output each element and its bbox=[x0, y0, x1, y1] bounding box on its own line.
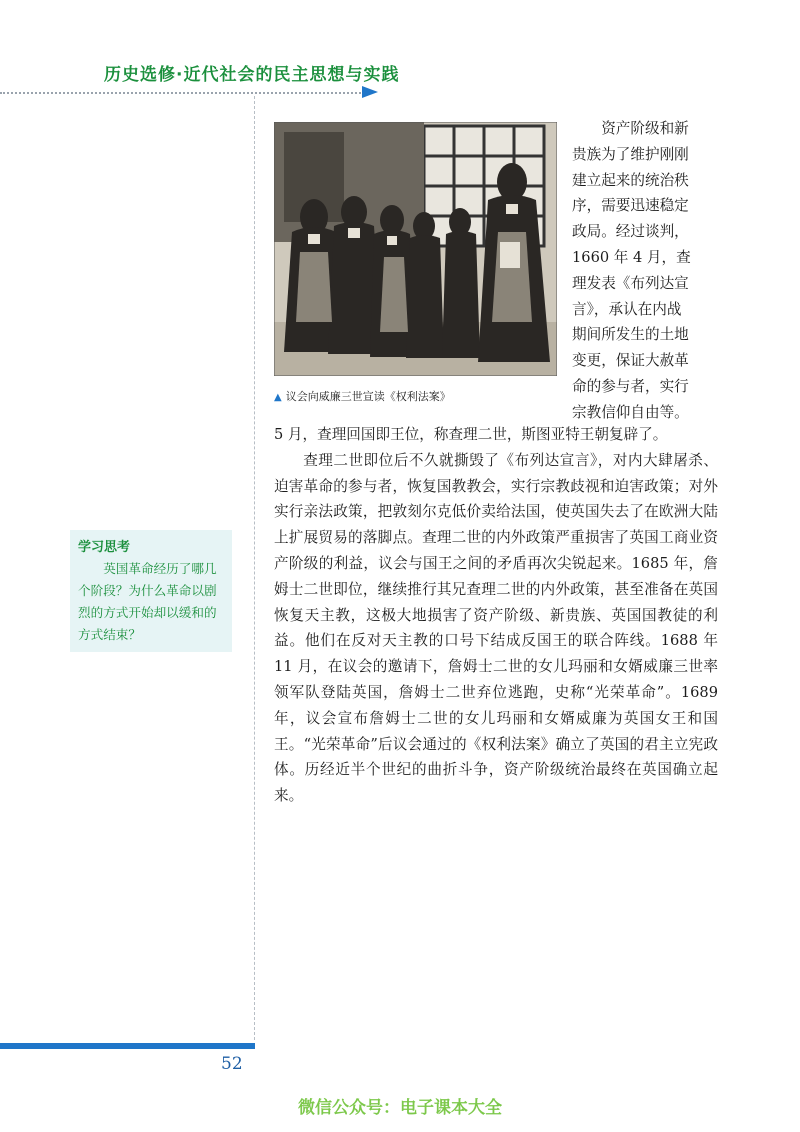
side-line: 建立起来的统治秩 bbox=[572, 171, 689, 189]
header-arrow-icon bbox=[362, 86, 378, 98]
side-line: 理发表《布列达宣 bbox=[572, 274, 689, 292]
side-line: 贵族为了维护刚刚 bbox=[572, 145, 689, 163]
page-number: 52 bbox=[221, 1054, 243, 1074]
side-line: 变更，保证大赦革 bbox=[572, 352, 689, 370]
main-body-text bbox=[274, 422, 718, 809]
side-line: 宗教信仰自由等。 bbox=[572, 403, 689, 421]
study-think-box bbox=[70, 530, 232, 652]
figure-caption-text: 议会向威廉三世宣读《权利法案》 bbox=[285, 390, 451, 403]
side-line: 期间所发生的土地 bbox=[572, 326, 689, 344]
think-box-question: 英国革命经历了哪几个阶段？为什么革命以剧烈的方式开始却以缓和的方式结束？ bbox=[78, 561, 217, 642]
figure-caption bbox=[274, 388, 451, 404]
think-box-title: 学习思考 bbox=[78, 540, 131, 555]
side-line: 命的参与者，实行 bbox=[572, 377, 689, 395]
side-line: 序，需要迅速稳定 bbox=[572, 197, 689, 215]
caption-triangle-icon: ▲ bbox=[274, 392, 282, 403]
side-paragraph bbox=[572, 116, 718, 426]
running-header-title: 历史选修·近代社会的民主思想与实践 bbox=[104, 65, 400, 85]
side-line: 政局。经过谈判， bbox=[572, 223, 689, 241]
continuation-line: 5 月，查理回国即王位，称查理二世，斯图亚特王朝复辟了。 bbox=[274, 426, 668, 443]
watermark-text: 微信公众号：电子课本大全 bbox=[298, 1098, 502, 1118]
side-line: 言》，承认在内战 bbox=[572, 300, 682, 318]
historical-engraving-image bbox=[274, 122, 557, 376]
side-line: 资产阶级和新 bbox=[601, 120, 689, 137]
margin-divider bbox=[254, 96, 255, 1040]
body-paragraph: 查理二世即位后不久就撕毁了《布列达宣言》，对内大肆屠杀、迫害革命的参与者，恢复国教教会，实行宗教歧视和迫害政策；对外实行亲法政策，把敦刻尔克低价卖给法国，使英国失去了在欧洲大陆上扩展贸易的落脚点。查理二世的内外政策严重损害了英国工商业资产阶级的利益，议会与国王之间的矛盾再次尖锐起来。1685 年，詹姆士二世即位，继续推行其兄查理二世的内外政策，甚至准备在英国恢复天主教，这极大地损害了资产阶级、新贵族、英国国教徒的利益。他们在反对天主教的口号下结成反国王的联合阵线。1688 年 11 月，在议会的邀请下，詹姆士二世的女儿玛丽和女婿威廉三世率领军队登陆英国，詹姆士二世弃位逃跑，史称“光荣革命”。1689 年，议会宣布詹姆士二世的女儿玛丽和女婿威廉为英国女王和国王。“光荣革命”后议会通过的《权利法案》确立了英国的君主立宪政体。历经近半个世纪的曲折斗争，资产阶级统治最终在英国确立起来。 bbox=[274, 451, 718, 805]
side-line: 1660 年 4 月，查 bbox=[572, 248, 691, 266]
footer-bar bbox=[0, 1043, 255, 1049]
header-dotted-rule bbox=[0, 92, 368, 94]
